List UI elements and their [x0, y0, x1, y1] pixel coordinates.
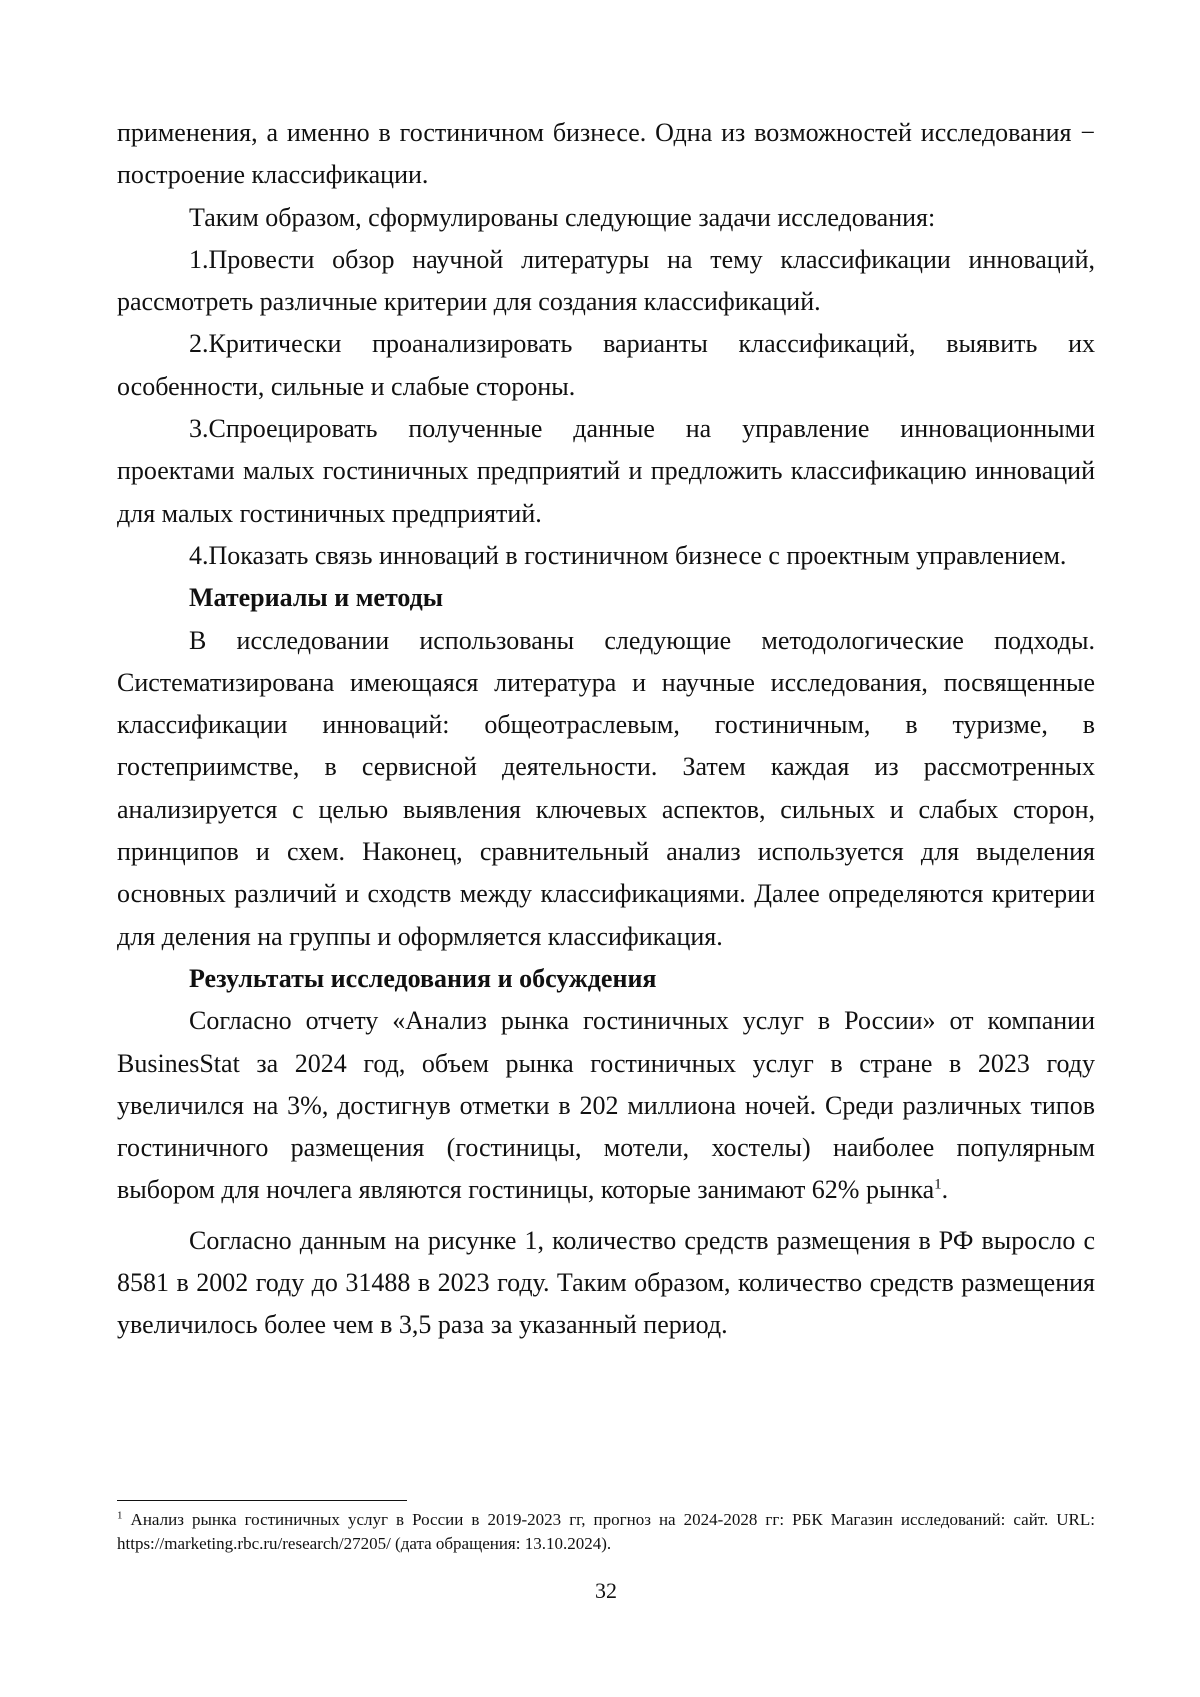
page-body — [117, 112, 1095, 1347]
page-number: 32 — [595, 1578, 617, 1603]
footnote-marker: 1 — [117, 1509, 123, 1522]
paragraph-market-report — [117, 1000, 1095, 1211]
footnote — [117, 1508, 1095, 1556]
paragraph-tasks-intro: Таким образом, сформулированы следующие задачи исследования: — [189, 202, 936, 232]
task-item-4: 4.Показать связь инноваций в гостиничном бизнесе с проектным управлением. — [189, 540, 1067, 570]
section-heading-results: Результаты исследования и обсуждения — [189, 963, 657, 993]
footnote-reference[interactable]: 1 — [934, 1176, 942, 1193]
task-item-1: 1.Провести обзор научной литературы на тему классификации инноваций, рассмотреть различные критерии для создания классификаций. — [117, 244, 1095, 317]
footnote-separator — [117, 1500, 407, 1501]
section-heading-materials: Материалы и методы — [189, 583, 444, 613]
task-item-2: 2.Критически проанализировать варианты классификаций, выявить их особенности, сильные и слабые стороны. — [117, 329, 1095, 401]
paragraph-market-report-text: Согласно отчету «Анализ рынка гостиничных услуг в России» от компании BusinesStat за 2024 год, объем рынка гостиничных услуг в стране в 2023 году увеличился на 3%, достигнув отметки в 202 миллиона ночей. Среди различных типов гостиничного размещения (гостиницы, мотели, хостелы) наиболее популярным выбором для ночлега являются гостиницы, которые занимают 62% рынка — [117, 1006, 1095, 1205]
paragraph-market-report-end: . — [941, 1175, 949, 1205]
task-item-3: 3.Спроецировать полученные данные на управление инновационными проектами малых гостиничных предприятий и предложить классификацию инноваций для малых гостиничных предприятий. — [117, 414, 1095, 528]
paragraph-intro-continuation: применения, а именно в гостиничном бизнесе. Одна из возможностей исследования − построение классификации. — [117, 118, 1095, 190]
paragraph-figure-reference: Согласно данным на рисунке 1, количество средств размещения в РФ выросло с 8581 в 2002 году до 31488 в 2023 году. Таким образом, количество средств размещения увеличилось более чем в 3,5 раза за указанный период. — [117, 1225, 1095, 1340]
paragraph-methods: В исследовании использованы следующие методологические подходы. Систематизирована имеющаяся литература и научные исследования, посвященные классификации инноваций: общеотраслевым, гостиничным, в туризме, в гостеприимстве, в сервисной деятельности. Затем каждая из рассмотренных анализируется с целью выявления ключевых аспектов, сильных и слабых сторон, принципов и схем. Наконец, сравнительный анализ используется для выделения основных различий и сходств между классификациями. Далее определяются критерии для деления на группы и оформляется классификация. — [117, 625, 1095, 951]
footnote-text: Анализ рынка гостиничных услуг в России в 2019-2023 гг, прогноз на 2024-2028 гг: РБК Магазин исследований: сайт. URL: https://marketing.rbc.ru/research/27205/ (дата обращения: 13.10.2024). — [117, 1510, 1095, 1553]
